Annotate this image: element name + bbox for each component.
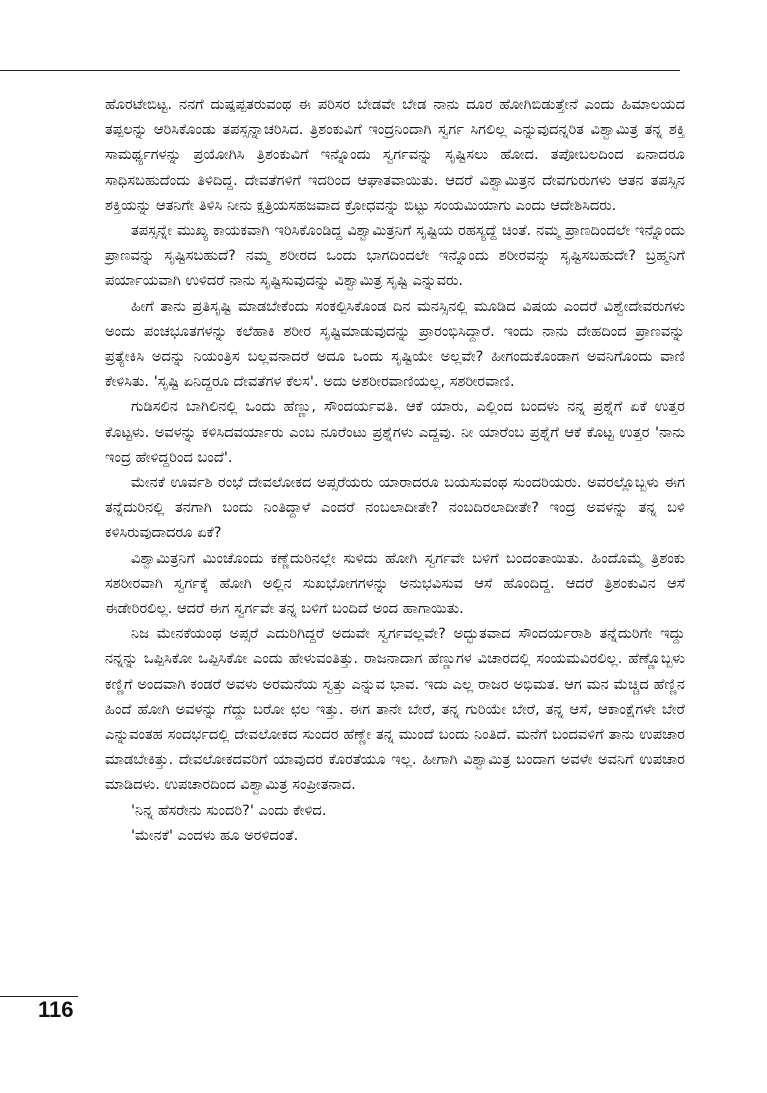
paragraph-1: ಹೊರಟೇಬಿಟ್ಟ. ನನಗೆ ದುಷ್ಪಪ್ಪತರುವಂಥ ಈ ಪರಿಸರ ಬೇಡವೇ ಬೇಡ ನಾನು ದೂರ ಹೋಗಿಬಿಡುತ್ತೇನೆ ಎಂದು ಹಿಮಾಲಯದ ತಪ್ಪಲನ್ನು ಆರಿಸಿಕೊಂಡು ತಪಸ್ಸನ್ನಾಚರಿಸಿದ. ತ್ರಿಶಂಕುವಿಗೆ ಇಂದ್ರನಿಂದಾಗಿ ಸ್ವರ್ಗ ಸಿಗಲಿಲ್ಲ ಎನ್ನುವುದನ್ನರಿತ ವಿಶ್ವಾಮಿತ್ರ ತನ್ನ ಶಕ್ತಿ ಸಾಮರ್ಥ್ಯಗಳನ್ನು ಪ್ರಯೋಗಿಸಿ ತ್ರಿಶಂಕುವಿಗೆ ಇನ್ನೊಂದು ಸ್ವರ್ಗವನ್ನು ಸೃಷ್ಟಿಸಲು ಹೋದ. ತಪೋಬಲದಿಂದ ಏನಾದರೂ ಸಾಧಿಸಬಹುದೆಂದು ತಿಳಿದಿದ್ದ. ದೇವತೆಗಳಿಗೆ ಇದರಿಂದ ಆಘಾತವಾಯಿತು. ಆದರೆ ವಿಶ್ವಾಮಿತ್ರನ ದೇವಗುರುಗಳು ಆತನ ತಪಸ್ಸಿನ ಶಕ್ತಿಯನ್ನು ಆತನಿಗೇ ತಿಳಿಸಿ ನೀನು ಕ್ಷತ್ರಿಯಸಹಜವಾದ ಕ್ರೋಧವನ್ನು ಬಿಟ್ಟು ಸಂಯಮಿಯಾಗು ಎಂದು ಆದೇಶಿಸಿದರು. bbox=[105, 96, 685, 214]
paragraph-6: ವಿಶ್ವಾಮಿತ್ರನಿಗೆ ಮಿಂಚೊಂದು ಕಣ್ಣೆದುರಿನಲ್ಲೇ ಸುಳಿದು ಹೋಗಿ ಸ್ವರ್ಗವೇ ಬಳಿಗೆ ಬಂದಂತಾಯಿತು. ಹಿಂದೊಮ್ಮೆ ತ್ರಿಶಂಕು ಸಶರೀರವಾಗಿ ಸ್ವರ್ಗಕ್ಕೆ ಹೋಗಿ ಅಲ್ಲಿನ ಸುಖಭೋಗಗಳನ್ನು ಅನುಭವಿಸುವ ಆಸೆ ಹೊಂದಿದ್ದ. ಆದರೆ ತ್ರಿಶಂಕುವಿನ ಆಸೆ ಈಡೇರಿರಲಿಲ್ಲ. ಆದರೆ ಈಗ ಸ್ವರ್ಗವೇ ತನ್ನ ಬಳಿಗೆ ಬಂದಿದೆ ಅಂದ ಹಾಗಾಯಿತು. bbox=[105, 549, 685, 618]
header-rule bbox=[0, 70, 680, 71]
body-text bbox=[105, 92, 685, 848]
paragraph-3: ಹೀಗೆ ತಾನು ಪ್ರತಿಸೃಷ್ಟಿ ಮಾಡಬೇಕೆಂದು ಸಂಕಲ್ಪಿಸಿಕೊಂಡ ದಿನ ಮನಸ್ಸಿನಲ್ಲಿ ಮೂಡಿದ ವಿಷಯ ಎಂದರೆ ವಿಶ್ವೇದೇವರುಗಳು ಅಂದು ಪಂಚಭೂತಗಳನ್ನು ಕಲೆಹಾಕಿ ಶರೀರ ಸೃಷ್ಟಿಮಾಡುವುದನ್ನು ಪ್ರಾರಂಭಿಸಿದ್ದಾರೆ. ಇಂದು ನಾನು ದೇಹದಿಂದ ಪ್ರಾಣವನ್ನು ಪ್ರತ್ಯೇಕಿಸಿ ಅದನ್ನು ನಿಯಂತ್ರಿಸ ಬಲ್ಲವನಾದರೆ ಅದೂ ಒಂದು ಸೃಷ್ಟಿಯೇ ಅಲ್ಲವೇ? ಹೀಗಂದುಕೊಂಡಾಗ ಅವನಿಗೊಂದು ವಾಣಿ ಕೇಳಿಸಿತು. 'ಸೃಷ್ಟಿ ಏನಿದ್ದರೂ ದೇವತೆಗಳ ಕೆಲಸ'. ಅದು ಅಶರೀರವಾಣಿಯಲ್ಲ, ಸಶರೀರವಾಣಿ. bbox=[105, 297, 685, 391]
page-number: 116 bbox=[38, 997, 74, 1022]
paragraph-7: ನಿಜ ಮೇನಕೆಯಂಥ ಅಪ್ಸರೆ ಎದುರಿಗಿದ್ದರೆ ಅದುವೇ ಸ್ವರ್ಗವಲ್ಲವೇ? ಅದ್ಭುತವಾದ ಸೌಂದರ್ಯರಾಶಿ ತನ್ನೆದುರಿಗೇ ಇದ್ದು ನನ್ನನ್ನು ಒಪ್ಪಿಸಿಕೋ ಒಪ್ಪಿಸಿಕೋ ಎಂದು ಹೇಳುವಂತಿತ್ತು. ರಾಜನಾದಾಗ ಹೆಣ್ಣುಗಳ ವಿಚಾರದಲ್ಲಿ ಸಂಯಮವಿರಲಿಲ್ಲ. ಹೆಣ್ಣೊಬ್ಬಳು ಕಣ್ಣಿಗೆ ಅಂದವಾಗಿ ಕಂಡರೆ ಅವಳು ಅರಮನೆಯ ಸ್ವತ್ತು ಎನ್ನುವ ಭಾವ. ಇದು ಎಲ್ಲ ರಾಜರ ಅಭಿಮತ. ಆಗ ಮನ ಮೆಚ್ಚಿದ ಹೆಣ್ಣಿನ ಹಿಂದೆ ಹೋಗಿ ಅವಳನ್ನು ಗೆದ್ದು ಬರೋ ಛಲ ಇತ್ತು. ಈಗ ತಾನೇ ಬೇರೆ, ತನ್ನ ಗುರಿಯೇ ಬೇರೆ, ತನ್ನ ಆಸೆ, ಆಕಾಂಕ್ಷೆಗಳೇ ಬೇರೆ ಎನ್ನುವಂತಹ ಸಂದರ್ಭದಲ್ಲಿ ದೇವಲೋಕದ ಸುಂದರ ಹೆಣ್ಣೇ ತನ್ನ ಮುಂದೆ ಬಂದು ನಿಂತಿದೆ. ಮನೆಗೆ ಬಂದವಳಿಗೆ ತಾನು ಉಪಚಾರ ಮಾಡಬೇಕಿತ್ತು. ದೇವಲೋಕದವರಿಗೆ ಯಾವುದರ ಕೊರತೆಯೂ ಇಲ್ಲ. ಹೀಗಾಗಿ ವಿಶ್ವಾಮಿತ್ರ ಬಂದಾಗ ಅವಳೇ ಅವನಿಗೆ ಉಪಚಾರ ಮಾಡಿದಳು. ಉಪಚಾರದಿಂದ ವಿಶ್ವಾಮಿತ್ರ ಸಂಪ್ರೀತನಾದ. bbox=[105, 625, 685, 794]
paragraph-4: ಗುಡಿಸಲಿನ ಬಾಗಿಲಿನಲ್ಲಿ ಒಂದು ಹೆಣ್ಣು, ಸೌಂದರ್ಯವತಿ. ಆಕೆ ಯಾರು, ಎಲ್ಲಿಂದ ಬಂದಳು ನನ್ನ ಪ್ರಶ್ನೆಗೆ ಏಕೆ ಉತ್ತರ ಕೊಟ್ಟಳು. ಅವಳನ್ನು ಕಳಿಸಿದವರ್ಯಾರು ಎಂಬ ನೂರೆಂಟು ಪ್ರಶ್ನೆಗಳು ಎದ್ದವು. ನೀ ಯಾರೆಂಬ ಪ್ರಶ್ನೆಗೆ ಆಕೆ ಕೊಟ್ಟ ಉತ್ತರ 'ನಾನು ಇಂದ್ರ ಹೇಳಿದ್ದರಿಂದ ಬಂದೆ'. bbox=[105, 398, 685, 466]
paragraph-5: ಮೇನಕೆ ಊರ್ವಶಿ ರಂಭೆ ದೇವಲೋಕದ ಅಪ್ಸರೆಯರು ಯಾರಾದರೂ ಬಯಸುವಂಥ ಸುಂದರಿಯರು. ಅವರಲ್ಲೊಬ್ಬಳು ಈಗ ತನ್ನೆದುರಿನಲ್ಲಿ ತನಗಾಗಿ ಬಂದು ನಿಂತಿದ್ದಾಳೆ ಎಂದರೆ ನಂಬಲಾದೀತೇ? ನಂಬದಿರಲಾದೀತೇ? ಇಂದ್ರ ಅವಳನ್ನು ತನ್ನ ಬಳಿ ಕಳಿಸಿರುವುದಾದರೂ ಏಕೆ? bbox=[105, 474, 685, 542]
paragraph-8: 'ನಿನ್ನ ಹೆಸರೇನು ಸುಂದರಿ?' ಎಂದು ಕೇಳಿದ. bbox=[131, 801, 327, 819]
paragraph-2: ತಪಸ್ಸನ್ನೇ ಮುಖ್ಯ ಕಾಯಕವಾಗಿ ಇರಿಸಿಕೊಂಡಿದ್ದ ವಿಶ್ವಾಮಿತ್ರನಿಗೆ ಸೃಷ್ಟಿಯ ರಹಸ್ಯದ್ದೆ ಚಿಂತೆ. ನಮ್ಮ ಪ್ರಾಣದಿಂದಲೇ ಇನ್ನೊಂದು ಪ್ರಾಣವನ್ನು ಸೃಷ್ಟಿಸಬಹುದೆ? ನಮ್ಮ ಶರೀರದ ಒಂದು ಭಾಗದಿಂದಲೇ ಇನ್ನೊಂದು ಶರೀರವನ್ನು ಸೃಷ್ಟಿಸಬಹುದೇ? ಬ್ರಹ್ಮನಿಗೆ ಪರ್ಯಾಯವಾಗಿ ಉಳಿದರೆ ನಾನು ಸೃಷ್ಟಿಸುವುದನ್ನು ವಿಶ್ವಾಮಿತ್ರ ಸೃಷ್ಟಿ ಎನ್ನುವರು. bbox=[105, 222, 685, 290]
paragraph-9: 'ಮೇನಕೆ' ಎಂದಳು ಹೂ ಅರಳಿದಂತೆ. bbox=[131, 826, 299, 844]
